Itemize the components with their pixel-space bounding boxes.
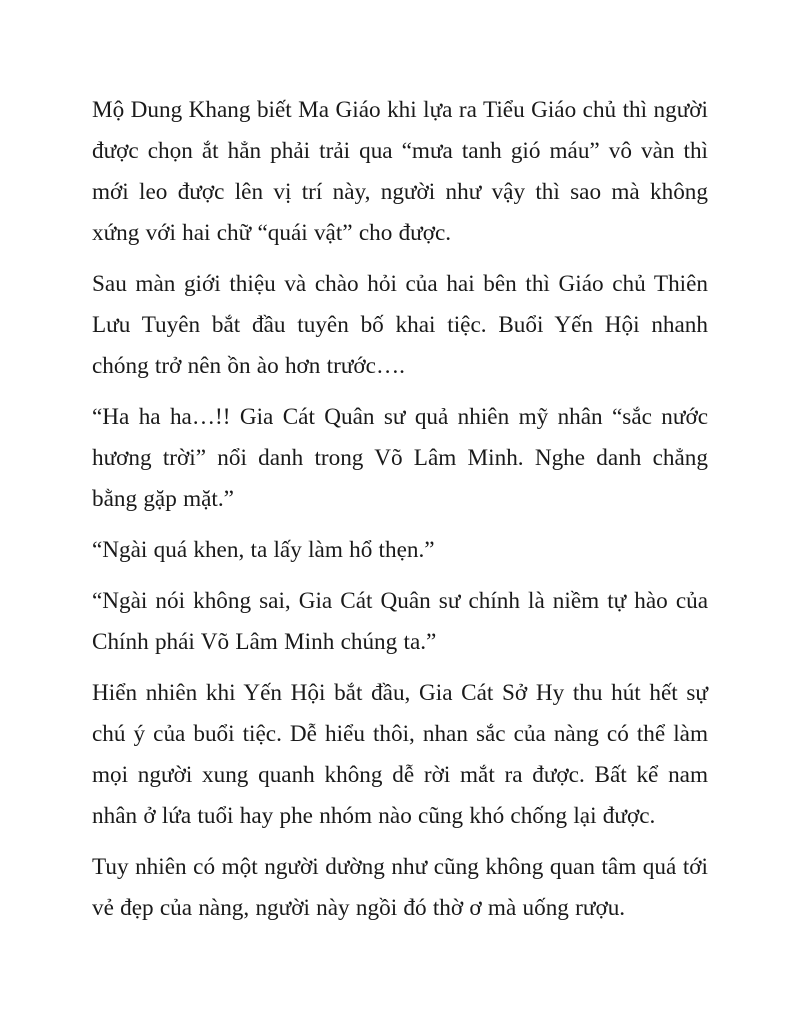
- paragraph: Sau màn giới thiệu và chào hỏi của hai bên thì Giáo chủ Thiên Lưu Tuyên bắt đầu tuyên bố khai tiệc. Buổi Yến Hội nhanh chóng trở nên ồn ào hơn trước….: [92, 271, 708, 379]
- paragraph: “Ngài quá khen, ta lấy làm hổ thẹn.”: [92, 537, 435, 563]
- paragraph: “Ha ha ha…!! Gia Cát Quân sư quả nhiên mỹ nhân “sắc nước hương trời” nổi danh trong Võ Lâm Minh. Nghe danh chẳng bằng gặp mặt.”: [92, 404, 708, 512]
- paragraph: Mộ Dung Khang biết Ma Giáo khi lựa ra Tiểu Giáo chủ thì người được chọn ắt hẳn phải trải qua “mưa tanh gió máu” vô vàn thì mới leo được lên vị trí này, người như vậy thì sao mà không xứng với hai chữ “quái vật” cho được.: [92, 97, 708, 246]
- paragraph: Tuy nhiên có một người dường như cũng không quan tâm quá tới vẻ đẹp của nàng, người này ngồi đó thờ ơ mà uống rượu.: [92, 854, 708, 921]
- paragraph: Hiển nhiên khi Yến Hội bắt đầu, Gia Cát Sở Hy thu hút hết sự chú ý của buổi tiệc. Dễ hiểu thôi, nhan sắc của nàng có thể làm mọi người xung quanh không dễ rời mắt ra được. Bất kể nam nhân ở lứa tuổi hay phe nhóm nào cũng khó chống lại được.: [92, 680, 708, 829]
- paragraph: “Ngài nói không sai, Gia Cát Quân sư chính là niềm tự hào của Chính phái Võ Lâm Minh chúng ta.”: [92, 588, 708, 655]
